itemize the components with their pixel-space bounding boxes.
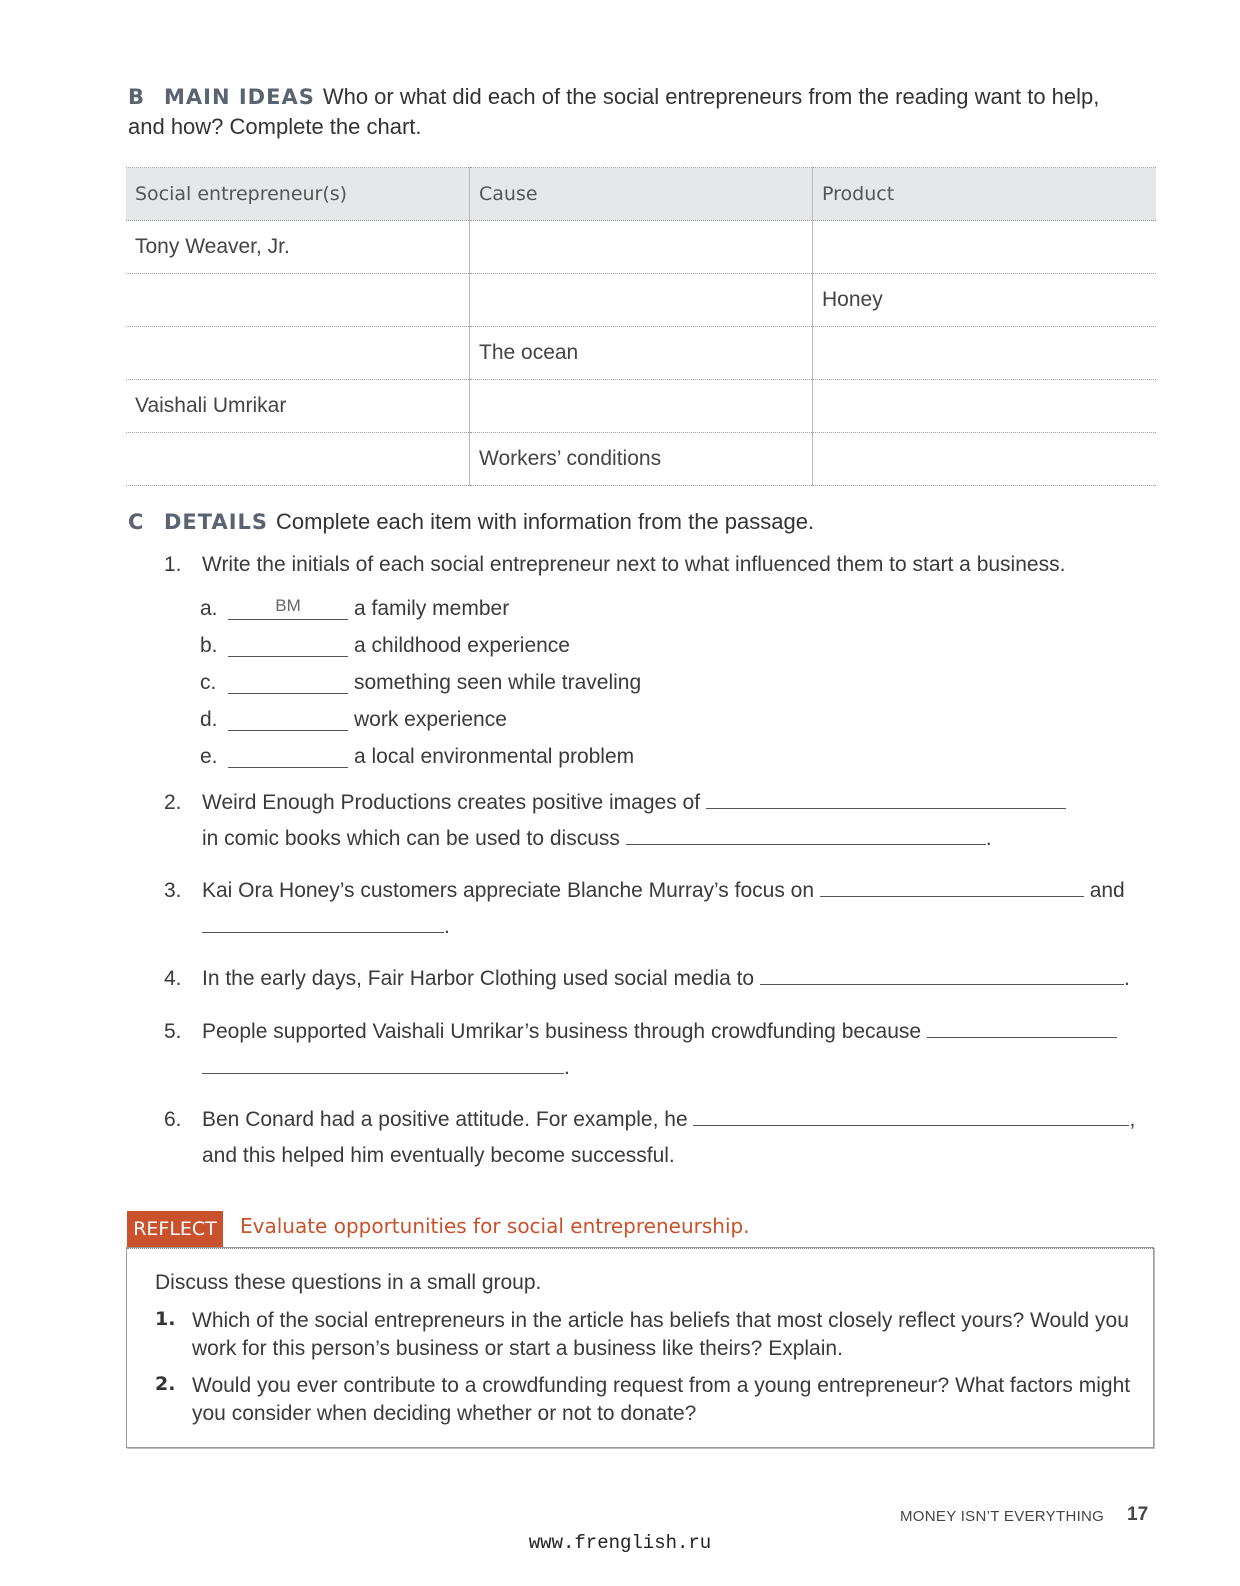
- question-line: [202, 824, 992, 854]
- section-keyword: DETAILS: [164, 510, 269, 534]
- answer-blank[interactable]: [927, 1019, 1117, 1038]
- punctuation: .: [985, 827, 992, 850]
- table-row: [126, 327, 1156, 380]
- cell-product[interactable]: [813, 433, 1157, 486]
- subitem: [200, 634, 570, 658]
- header-cause: Cause: [470, 168, 813, 221]
- question-line: [202, 964, 1130, 994]
- cell-cause[interactable]: [470, 380, 813, 433]
- reflect-question-text: Which of the social entrepreneurs in the article has beliefs that most closely reflect yours? Would you work for this person’s business or start a business like theirs? Explain.: [192, 1309, 1129, 1360]
- cell-cause[interactable]: [470, 274, 813, 327]
- cell-product[interactable]: [813, 380, 1157, 433]
- reflect-tag: REFLECT: [127, 1211, 223, 1247]
- subitem-text: a childhood experience: [354, 634, 570, 657]
- question-number: 4.: [164, 967, 182, 990]
- subitem: [200, 671, 641, 695]
- answer-blank[interactable]: [706, 790, 1066, 809]
- section-instruction: Complete each item with information from the passage.: [276, 509, 815, 534]
- answer-blank[interactable]: [626, 826, 986, 845]
- question-text: Ben Conard had a positive attitude. For example, he: [202, 1108, 688, 1131]
- subitem-letter: c.: [200, 671, 217, 694]
- answer-blank[interactable]: [820, 878, 1084, 897]
- section-letter: C: [128, 510, 145, 534]
- cell-entrepreneur[interactable]: Vaishali Umrikar: [126, 380, 470, 433]
- chart-header-row: [126, 168, 1156, 221]
- question-number: 2.: [164, 791, 182, 814]
- question-number: 6.: [164, 1108, 182, 1131]
- answer-blank[interactable]: [202, 1055, 564, 1074]
- question-number: 1.: [164, 553, 182, 576]
- table-row: [126, 274, 1156, 327]
- table-row: [126, 380, 1156, 433]
- question-text: Kai Ora Honey’s customers appreciate Blanche Murray’s focus on: [202, 879, 815, 902]
- subitem: [200, 597, 509, 621]
- answer-blank[interactable]: [760, 966, 1124, 985]
- answer-blank[interactable]: [228, 634, 348, 657]
- question-text: Weird Enough Productions creates positive images of: [202, 791, 701, 814]
- punctuation: .: [444, 915, 450, 938]
- question-line: [202, 788, 1066, 818]
- page-number: 17: [1127, 1504, 1149, 1525]
- cell-product[interactable]: [813, 221, 1157, 274]
- cell-cause[interactable]: [470, 221, 813, 274]
- answer-blank[interactable]: [228, 671, 348, 694]
- cell-entrepreneur[interactable]: [126, 274, 470, 327]
- header-entrepreneur: Social entrepreneur(s): [126, 168, 470, 221]
- subitem-text: work experience: [354, 708, 507, 731]
- punctuation: .: [564, 1056, 570, 1079]
- question-line: [202, 1053, 570, 1083]
- subitem-letter: a.: [200, 597, 218, 620]
- answer-blank[interactable]: BM: [228, 597, 348, 620]
- question-number: 3.: [164, 879, 182, 902]
- reflect-intro: Discuss these questions in a small group.: [155, 1271, 542, 1294]
- subitem-letter: e.: [200, 745, 218, 768]
- answer-blank[interactable]: [202, 914, 444, 933]
- answer-blank[interactable]: [228, 745, 348, 768]
- question-text: In the early days, Fair Harbor Clothing used social media to: [202, 967, 755, 990]
- answer-blank[interactable]: [693, 1107, 1129, 1126]
- cell-product[interactable]: Honey: [813, 274, 1157, 327]
- question-line: [202, 876, 1125, 906]
- subitem: [200, 745, 634, 769]
- cell-cause[interactable]: Workers’ conditions: [470, 433, 813, 486]
- section-c-heading: [128, 507, 1138, 537]
- question-text: in comic books which can be used to discuss: [202, 827, 620, 850]
- reflect-question-number: 2.: [155, 1373, 176, 1395]
- subitem-letter: d.: [200, 708, 218, 731]
- connector-word: and: [1089, 879, 1125, 902]
- subitem-text: something seen while traveling: [354, 671, 642, 694]
- punctuation: ,: [1129, 1108, 1136, 1131]
- reflect-question-number: 1.: [155, 1308, 176, 1330]
- header-product: Product: [813, 168, 1157, 221]
- reflect-question-text: Would you ever contribute to a crowdfunding request from a young entrepreneur? What factors might you consider when deciding whether or not to donate?: [192, 1374, 1131, 1425]
- cell-product[interactable]: [813, 327, 1157, 380]
- section-b-heading: [128, 82, 1138, 142]
- cell-entrepreneur[interactable]: [126, 433, 470, 486]
- answer-blank[interactable]: [228, 708, 348, 731]
- website-watermark: www.frenglish.ru: [528, 1532, 712, 1554]
- running-footer: MONEY ISN’T EVERYTHING: [900, 1508, 1105, 1525]
- entrepreneur-chart: [126, 167, 1156, 486]
- table-row: [126, 433, 1156, 486]
- question-number: 5.: [164, 1020, 182, 1043]
- question-line: [202, 912, 450, 942]
- question-line: [202, 1105, 1135, 1135]
- section-instruction: Who or what did each of the social entrepreneurs from the reading want to help, and how? Complete the chart.: [128, 84, 1100, 139]
- table-row: [126, 221, 1156, 274]
- cell-entrepreneur[interactable]: Tony Weaver, Jr.: [126, 221, 470, 274]
- question-text: People supported Vaishali Umrikar’s business through crowdfunding because: [202, 1020, 922, 1043]
- question-text: Write the initials of each social entrepreneur next to what influenced them to start a business.: [202, 553, 1066, 576]
- punctuation: .: [1123, 967, 1130, 990]
- section-letter: B: [128, 85, 146, 109]
- subitem-text: a family member: [354, 597, 510, 620]
- section-keyword: MAIN IDEAS: [164, 85, 315, 109]
- cell-cause[interactable]: The ocean: [470, 327, 813, 380]
- question-text: and this helped him eventually become successful.: [202, 1144, 675, 1167]
- subitem-letter: b.: [200, 634, 218, 657]
- cell-entrepreneur[interactable]: [126, 327, 470, 380]
- reflect-title: Evaluate opportunities for social entrepreneurship.: [240, 1214, 750, 1238]
- subitem: [200, 708, 507, 732]
- question-line: [202, 1017, 1117, 1047]
- subitem-text: a local environmental problem: [354, 745, 635, 768]
